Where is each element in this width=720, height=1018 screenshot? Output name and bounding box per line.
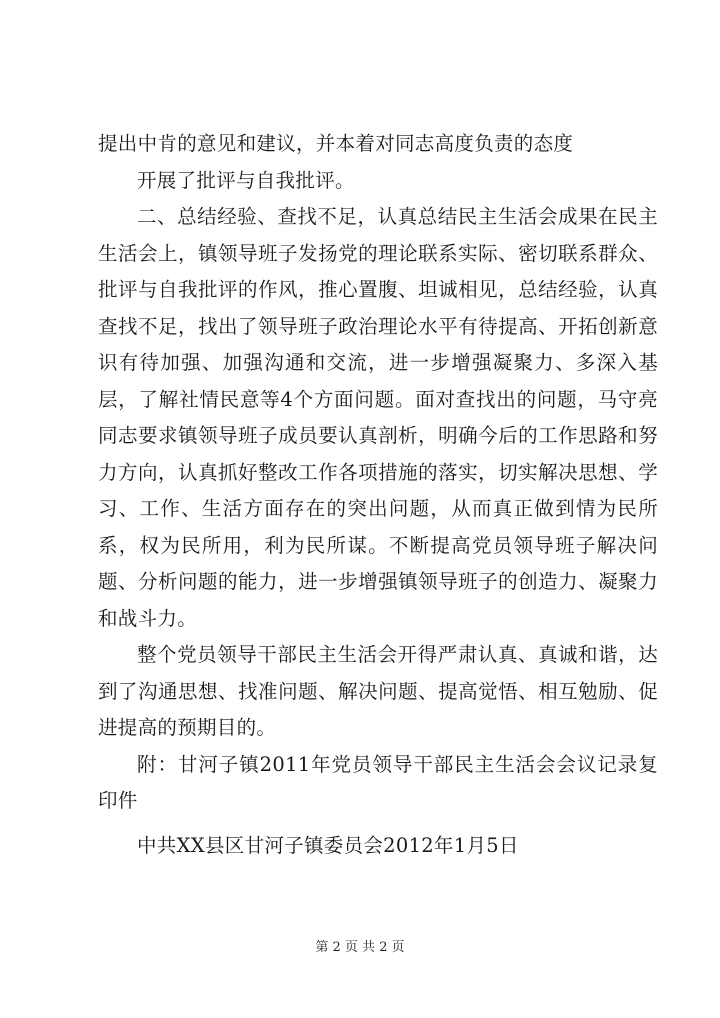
paragraph-summary: 二、总结经验、查找不足，认真总结民主生活会成果在民主生活会上，镇领导班子发扬党的理论联系实际、密切联系群众、批评与自我批评的作风，推心置腹、坦诚相见，总结经验，认真查找不足，找出了领导班子政治理论水平有待提高、开拓创新意识有待加强、加强沟通和交流，进一步增强凝聚力、多深入基层，了解社情民意等4个方面问题。面对查找出的问题，马守亮同志要求镇领导班子成员要认真剖析，明确今后的工作思路和努力方向，认真抓好整改工作各项措施的落实，切实解决思想、学习、工作、生活方面存在的突出问题，从而真正做到情为民所系，权为民所用，利为民所谋。不断提高党员领导班子解决问题、分析问题的能力，进一步增强镇领导班子的创造力、凝聚力和战斗力。 [98,205,658,630]
paragraph-criticism: 开展了批评与自我批评。 [137,168,355,192]
document-body [98,126,658,864]
paragraph-attachment: 附：甘河子镇2011年党员领导干部民主生活会会议记录复印件 [98,752,658,812]
paragraph-signature: 中共XX县区甘河子镇委员会2012年1月5日 [137,833,519,857]
page-number: 第 2 页 共 2 页 [315,940,405,955]
paragraph-continuation: 提出中肯的意见和建议，并本着对同志高度负责的态度 [98,132,574,155]
page-footer [0,936,720,955]
paragraph-conclusion: 整个党员领导干部民主生活会开得严肃认真、真诚和谐，达到了沟通思想、找准问题、解决问题、提高觉悟、相互勉励、促进提高的预期目的。 [98,643,658,739]
